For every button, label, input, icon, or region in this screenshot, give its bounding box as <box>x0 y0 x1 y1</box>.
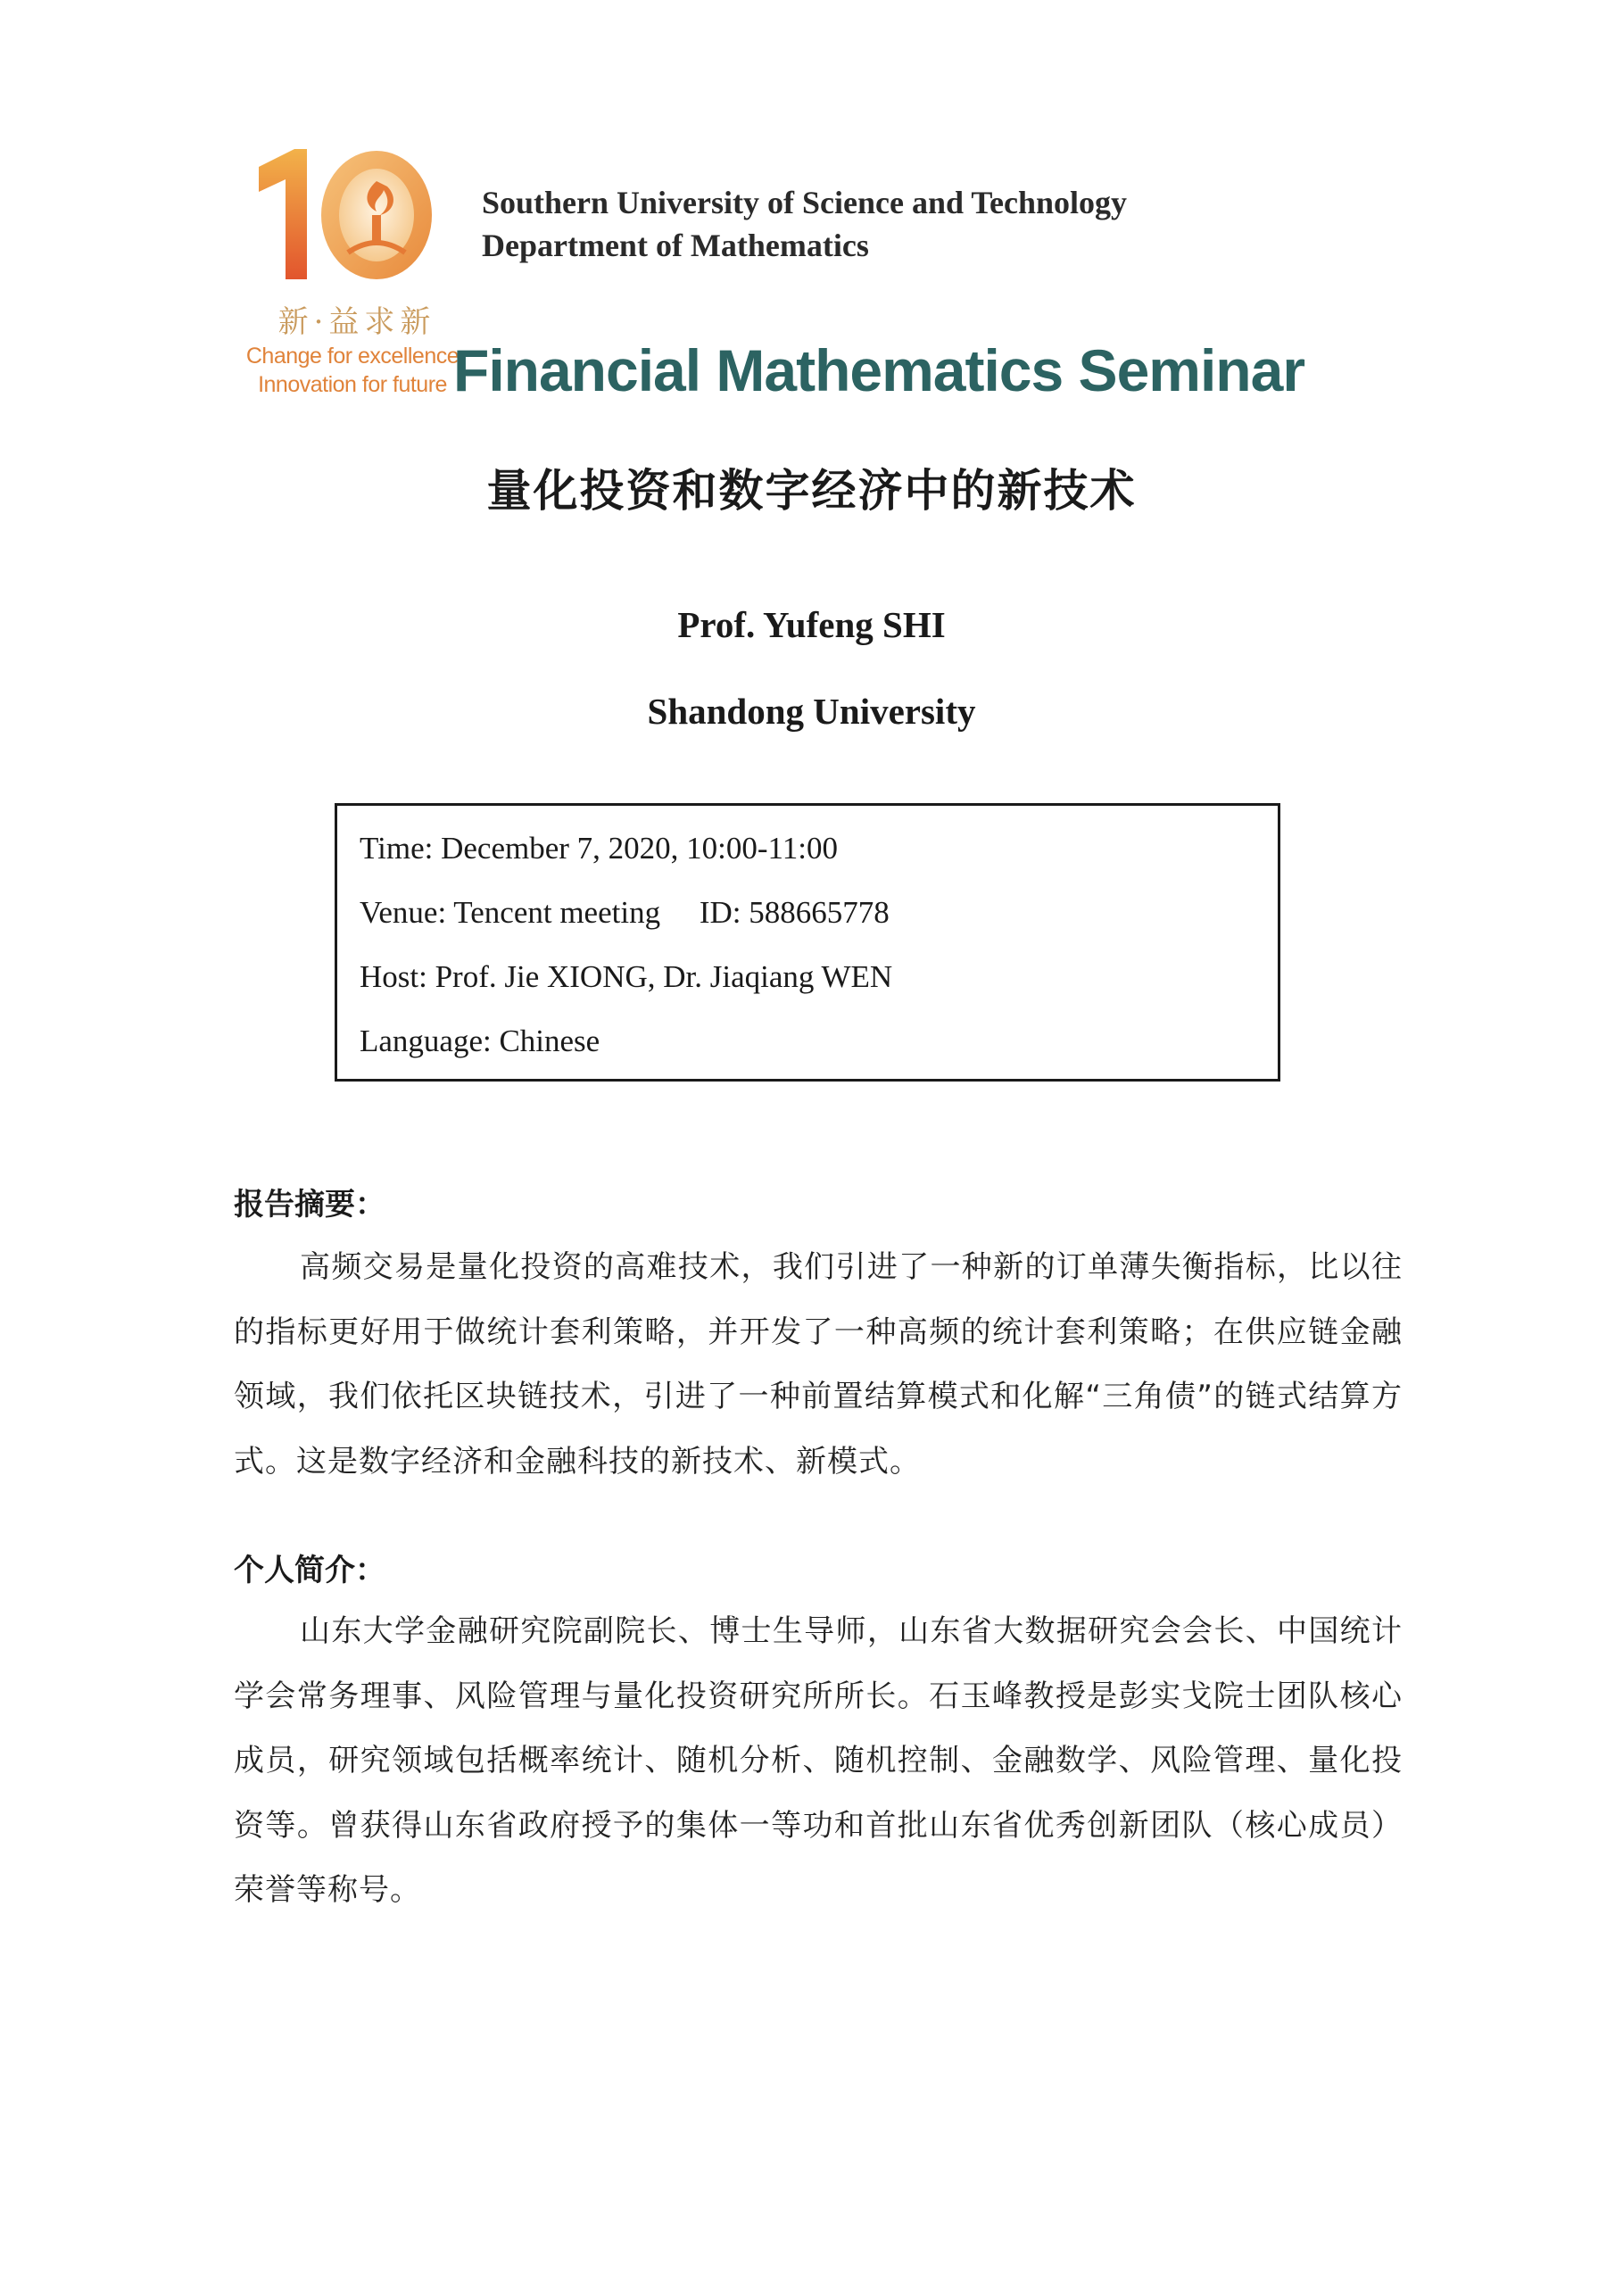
logo-tagline-2: Innovation for future <box>258 372 447 397</box>
speaker-name: Prof. Yufeng SHI <box>677 604 946 645</box>
event-host: Host: Prof. Jie XIONG, Dr. Jiaqiang WEN <box>360 959 893 994</box>
abstract-heading: 报告摘要： <box>234 1187 385 1223</box>
anniversary-10-emblem <box>252 147 448 281</box>
event-time: Time: December 7, 2020, 10:00-11:00 <box>360 831 838 866</box>
seminar-series-title: Financial Mathematics Seminar <box>453 337 1305 403</box>
sustech-10th-anniversary-logo <box>241 147 464 415</box>
abstract-body: 高频交易是量化投资的高难技术，我们引进了一种新的订单薄失衡指标，比以往的指标更好用于做统计套利策略，并开发了一种高频的统计套利策略；在供应链金融领域，我们依托区块链技术，引进了一种前置结算模式和化解“三角债”的链式结算方式。这是数字经济和金融科技的新技术、新模式。 <box>234 1249 1403 1480</box>
event-info-box <box>335 803 1280 1082</box>
university-name: Southern University of Science and Technology <box>482 185 1128 220</box>
event-venue: Venue: Tencent meeting ID: 588665778 <box>360 895 890 930</box>
logo-motto: 新·益求新 <box>277 304 436 340</box>
event-language: Language: Chinese <box>360 1024 600 1058</box>
speaker-affiliation: Shandong University <box>647 691 976 732</box>
bio-heading: 个人简介： <box>234 1553 385 1588</box>
logo-tagline-1: Change for excellence <box>245 344 460 369</box>
talk-title: 量化投资和数字经济中的新技术 <box>486 465 1137 517</box>
bio-body: 山东大学金融研究院副院长、博士生导师，山东省大数据研究会会长、中国统计学会常务理事、风险管理与量化投资研究所所长。石玉峰教授是彭实戈院士团队核心成员，研究领域包括概率统计、随机分析、随机控制、金融数学、风险管理、量化投资等。曾获得山东省政府授予的集体一等功和首批山东省优秀创新团队（核心成员）荣誉等称号。 <box>234 1613 1403 1908</box>
department-name: Department of Mathematics <box>482 228 869 263</box>
